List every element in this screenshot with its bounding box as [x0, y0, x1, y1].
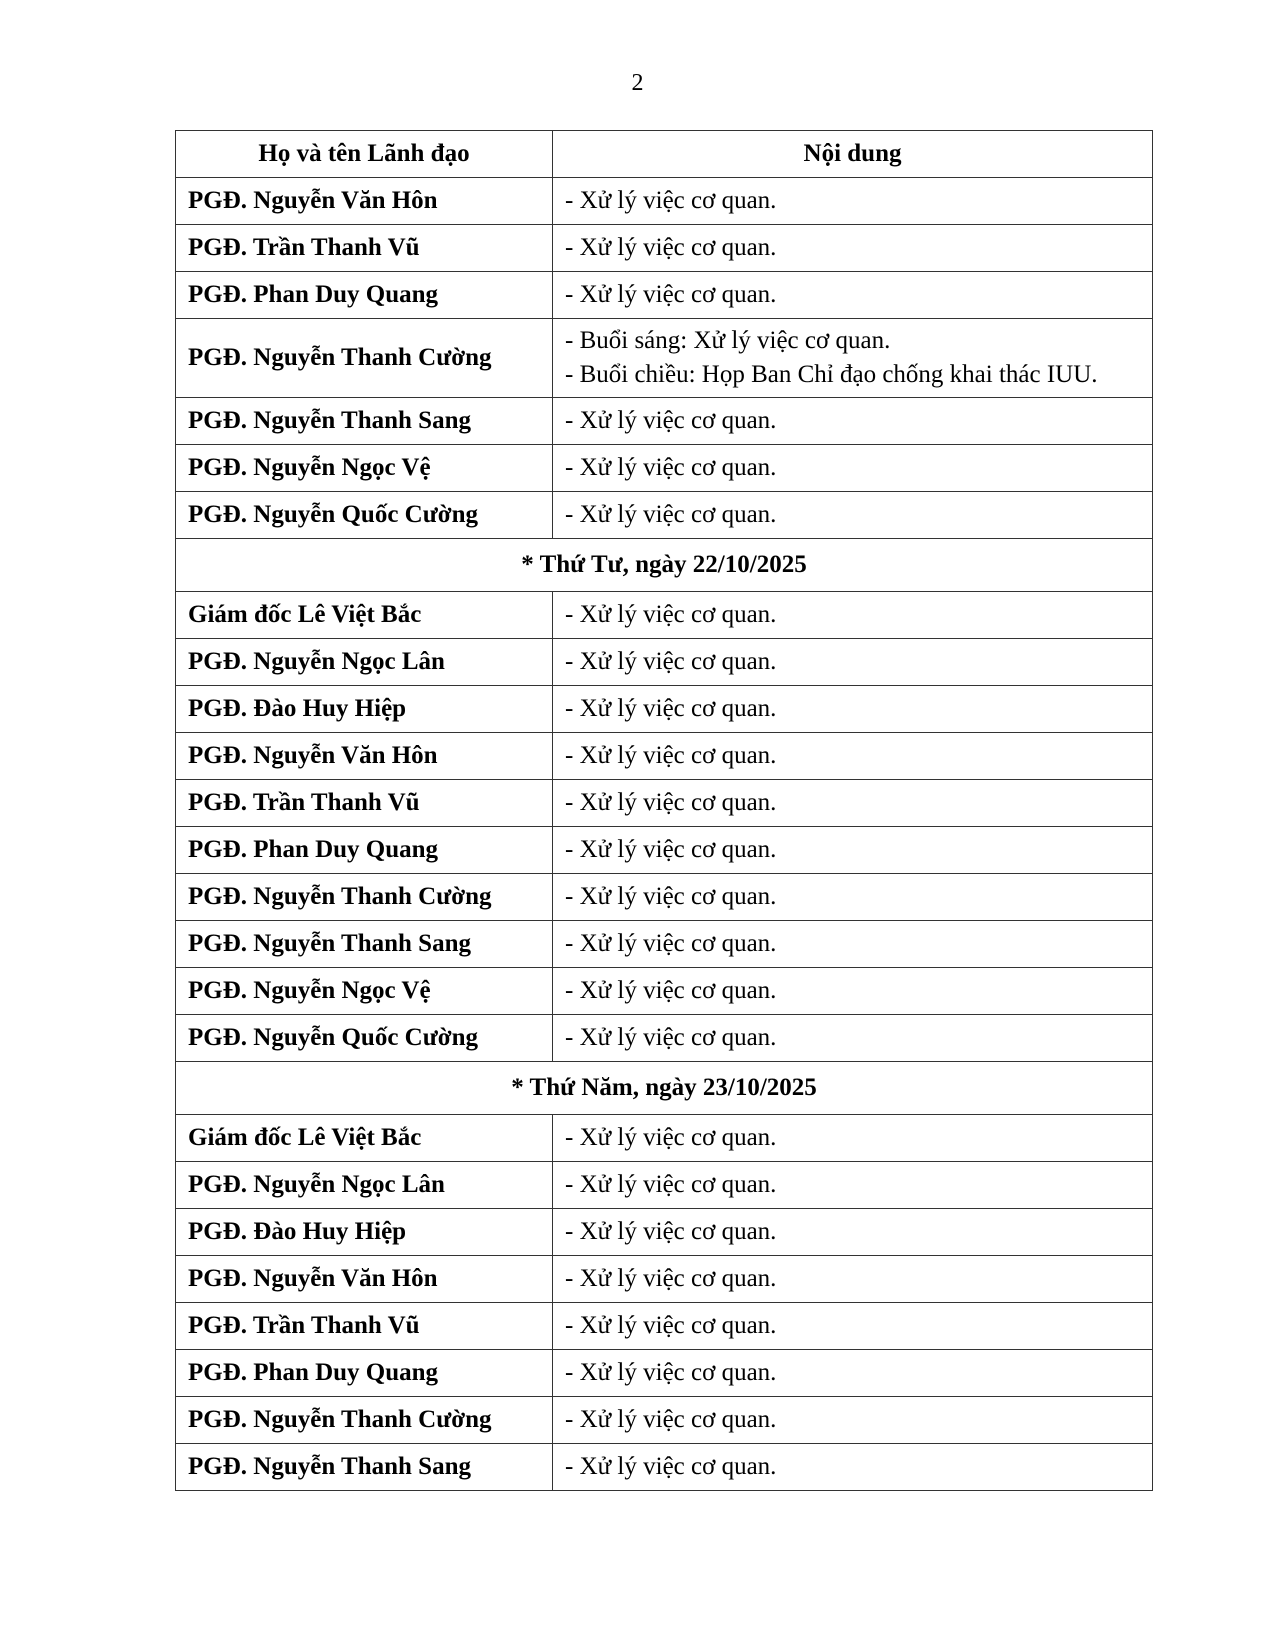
leader-name: PGĐ. Nguyễn Văn Hôn [176, 733, 553, 780]
leader-name: PGĐ. Nguyễn Ngọc Vệ [176, 968, 553, 1015]
task-content [553, 225, 1153, 272]
task-content [553, 827, 1153, 874]
task-content [553, 1115, 1153, 1162]
task-content [553, 319, 1153, 398]
day-header-label: * Thứ Năm, ngày 23/10/2025 [176, 1062, 1153, 1115]
task-content [553, 1256, 1153, 1303]
table-row [176, 827, 1153, 874]
task-content [553, 686, 1153, 733]
table-row [176, 445, 1153, 492]
leader-name: PGĐ. Nguyễn Thanh Sang [176, 1444, 553, 1491]
leader-name: PGĐ. Phan Duy Quang [176, 272, 553, 319]
task-content [553, 592, 1153, 639]
task-line: - Buổi chiều: Họp Ban Chỉ đạo chống khai thác IUU. [565, 361, 1098, 388]
leader-name: PGĐ. Phan Duy Quang [176, 1350, 553, 1397]
table-row [176, 1350, 1153, 1397]
task-content [553, 639, 1153, 686]
task-line: - Xử lý việc cơ quan. [565, 1359, 777, 1386]
leader-name: PGĐ. Nguyễn Ngọc Lân [176, 639, 553, 686]
schedule-body [176, 178, 1153, 1491]
task-content [553, 398, 1153, 445]
leader-name: PGĐ. Nguyễn Quốc Cường [176, 492, 553, 539]
leader-name: Giám đốc Lê Việt Bắc [176, 592, 553, 639]
leader-name: PGĐ. Đào Huy Hiệp [176, 1209, 553, 1256]
task-content [553, 733, 1153, 780]
task-line: - Xử lý việc cơ quan. [565, 742, 777, 769]
task-line: - Xử lý việc cơ quan. [565, 187, 777, 214]
task-line: - Xử lý việc cơ quan. [565, 1265, 777, 1292]
table-row [176, 921, 1153, 968]
task-line: - Buổi sáng: Xử lý việc cơ quan. [565, 327, 891, 354]
task-line: - Xử lý việc cơ quan. [565, 281, 777, 308]
leader-name: PGĐ. Trần Thanh Vũ [176, 225, 553, 272]
task-line: - Xử lý việc cơ quan. [565, 234, 777, 261]
task-content [553, 1162, 1153, 1209]
task-content [553, 921, 1153, 968]
leader-name: PGĐ. Nguyễn Ngọc Vệ [176, 445, 553, 492]
task-line: - Xử lý việc cơ quan. [565, 454, 777, 481]
task-line: - Xử lý việc cơ quan. [565, 601, 777, 628]
task-content [553, 492, 1153, 539]
task-content [553, 272, 1153, 319]
table-row [176, 874, 1153, 921]
leader-name: PGĐ. Nguyễn Thanh Sang [176, 398, 553, 445]
table-header-row [176, 131, 1153, 178]
table-row [176, 1303, 1153, 1350]
header-content: Nội dung [553, 131, 1153, 178]
task-line: - Xử lý việc cơ quan. [565, 695, 777, 722]
task-line: - Xử lý việc cơ quan. [565, 1453, 777, 1480]
task-line: - Xử lý việc cơ quan. [565, 1171, 777, 1198]
task-content [553, 1015, 1153, 1062]
task-content [553, 1397, 1153, 1444]
task-line: - Xử lý việc cơ quan. [565, 1406, 777, 1433]
leader-name: PGĐ. Nguyễn Quốc Cường [176, 1015, 553, 1062]
leader-name: PGĐ. Nguyễn Thanh Sang [176, 921, 553, 968]
task-content [553, 178, 1153, 225]
leader-name: PGĐ. Trần Thanh Vũ [176, 780, 553, 827]
task-line: - Xử lý việc cơ quan. [565, 930, 777, 957]
table-row [176, 733, 1153, 780]
page-number: 2 [631, 70, 644, 96]
task-line: - Xử lý việc cơ quan. [565, 407, 777, 434]
table-row [176, 1397, 1153, 1444]
leader-name: PGĐ. Nguyễn Thanh Cường [176, 1397, 553, 1444]
task-content [553, 874, 1153, 921]
task-content [553, 968, 1153, 1015]
table-row [176, 1209, 1153, 1256]
leader-name: PGĐ. Nguyễn Văn Hôn [176, 178, 553, 225]
day-header-row [176, 539, 1153, 592]
task-line: - Xử lý việc cơ quan. [565, 1124, 777, 1151]
task-line: - Xử lý việc cơ quan. [565, 501, 777, 528]
table-row [176, 225, 1153, 272]
table-row [176, 178, 1153, 225]
leader-name: PGĐ. Nguyễn Ngọc Lân [176, 1162, 553, 1209]
table-row [176, 492, 1153, 539]
task-content [553, 780, 1153, 827]
task-content [553, 1350, 1153, 1397]
task-line: - Xử lý việc cơ quan. [565, 648, 777, 675]
leader-name: PGĐ. Đào Huy Hiệp [176, 686, 553, 733]
task-line: - Xử lý việc cơ quan. [565, 836, 777, 863]
leader-name: PGĐ. Nguyễn Thanh Cường [176, 319, 553, 398]
table-row [176, 1256, 1153, 1303]
task-line: - Xử lý việc cơ quan. [565, 883, 777, 910]
header-name: Họ và tên Lãnh đạo [176, 131, 553, 178]
task-line: - Xử lý việc cơ quan. [565, 1024, 777, 1051]
leader-name: Giám đốc Lê Việt Bắc [176, 1115, 553, 1162]
leadership-schedule-table [175, 130, 1153, 1491]
table-row [176, 780, 1153, 827]
table-row [176, 272, 1153, 319]
table-row [176, 639, 1153, 686]
table-row [176, 1162, 1153, 1209]
leader-name: PGĐ. Nguyễn Thanh Cường [176, 874, 553, 921]
leader-name: PGĐ. Phan Duy Quang [176, 827, 553, 874]
table-row [176, 1115, 1153, 1162]
task-line: - Xử lý việc cơ quan. [565, 789, 777, 816]
table-row [176, 398, 1153, 445]
table-row [176, 1444, 1153, 1491]
leader-name: PGĐ. Trần Thanh Vũ [176, 1303, 553, 1350]
leader-name: PGĐ. Nguyễn Văn Hôn [176, 1256, 553, 1303]
table-row [176, 1015, 1153, 1062]
task-content [553, 445, 1153, 492]
day-header-row [176, 1062, 1153, 1115]
task-line: - Xử lý việc cơ quan. [565, 1218, 777, 1245]
task-content [553, 1444, 1153, 1491]
table-row [176, 968, 1153, 1015]
table-row [176, 319, 1153, 398]
task-content [553, 1209, 1153, 1256]
task-line: - Xử lý việc cơ quan. [565, 1312, 777, 1339]
table-row [176, 686, 1153, 733]
table-row [176, 592, 1153, 639]
task-content [553, 1303, 1153, 1350]
day-header-label: * Thứ Tư, ngày 22/10/2025 [176, 539, 1153, 592]
task-line: - Xử lý việc cơ quan. [565, 977, 777, 1004]
